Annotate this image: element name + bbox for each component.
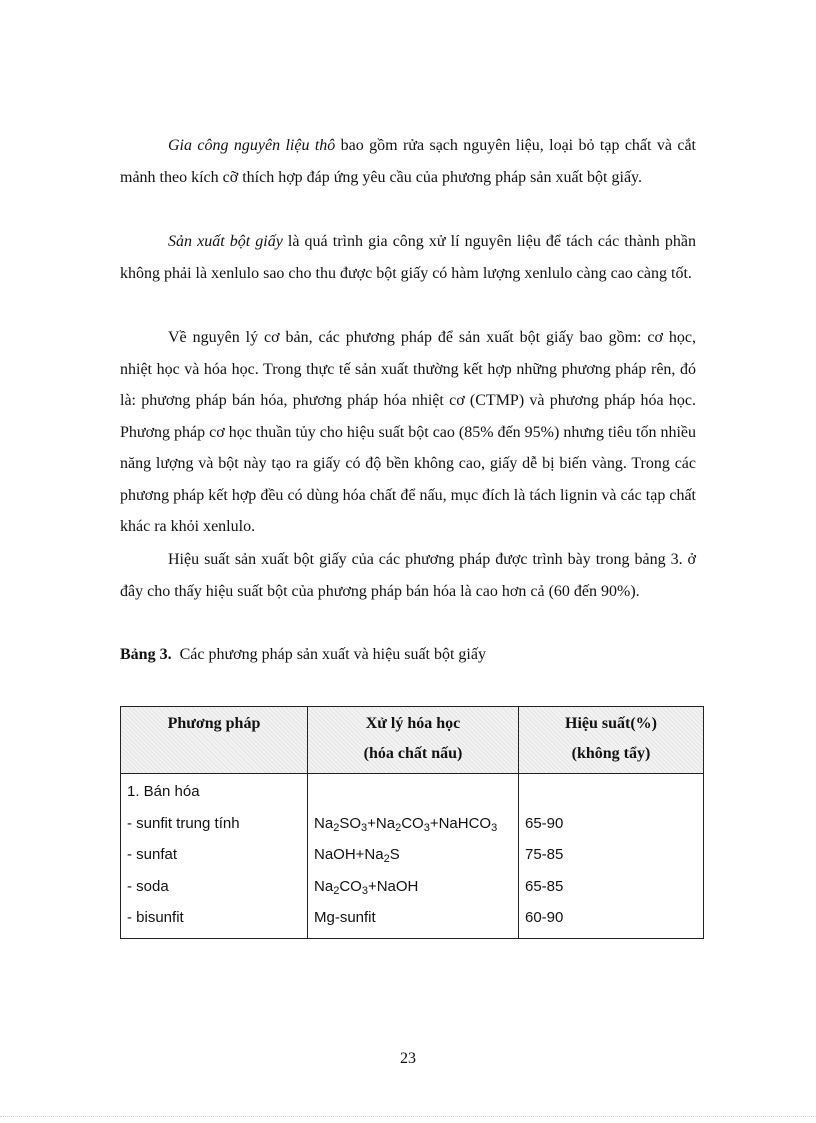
paragraph-basic-principles <box>120 322 696 543</box>
formula-subscript: 2 <box>333 821 340 834</box>
header-yield-line1: Hiệu suất(%) <box>565 715 657 732</box>
header-yield <box>519 707 704 774</box>
header-chemical-line2: (hóa chất nấu) <box>363 745 463 762</box>
paragraph-raw-material-processing <box>120 130 696 193</box>
cell-method: - soda <box>121 871 308 903</box>
cell-chemical <box>308 839 519 871</box>
formula-text: NaOH+Na <box>314 846 384 863</box>
cell-method: - bisunfit <box>121 902 308 938</box>
table-group-row <box>121 774 704 808</box>
paragraph-text: bao gồm rửa sạch nguyên liệu, loại bỏ tạp chất và cắt mảnh theo kích cỡ thích hợp đáp ứng yêu cầu của phương pháp sản xuất bột giấy. <box>120 137 696 186</box>
cell-yield: 60-90 <box>519 902 704 938</box>
table-row <box>121 808 704 840</box>
formula-subscript: 3 <box>361 821 368 834</box>
page-number: 23 <box>400 1050 416 1067</box>
formula-text: Na <box>314 877 334 895</box>
formula-text: SO <box>339 814 361 832</box>
table-row <box>121 839 704 871</box>
italic-term: Sản xuất bột giấy <box>168 233 283 250</box>
header-method <box>121 707 308 774</box>
paragraph-text: Hiệu suất sản xuất bột giấy của các phương pháp được trình bày trong bảng 3. ở đây cho thấy hiệu suất bột của phương pháp bán hóa là cao hơn cả (60 đến 90%). <box>120 551 696 600</box>
header-yield-line2: (không tẩy) <box>571 745 651 762</box>
formula-subscript: 2 <box>383 853 390 865</box>
cell-yield: 65-85 <box>519 871 704 903</box>
paragraph-pulp-yield <box>120 544 696 607</box>
cell-chemical <box>308 871 519 903</box>
group-label: 1. Bán hóa <box>121 774 308 808</box>
formula-text: Na <box>314 814 334 832</box>
pulp-methods-table <box>120 706 704 939</box>
header-chemical-line1: Xử lý hóa học <box>365 715 461 732</box>
formula-text: +NaHCO <box>429 814 492 832</box>
formula-text: S <box>389 846 400 863</box>
header-chemical-treatment <box>308 707 519 774</box>
cell-chemical <box>308 902 519 938</box>
paragraph-text: Về nguyên lý cơ bản, các phương pháp để sản xuất bột giấy bao gồm: cơ học, nhiệt học và hóa học. Trong thực tế sản xuất thường kết hợp những phương pháp rên, đó là: phương pháp bán hóa, phương pháp hóa nhiệt cơ (CTMP) và phương pháp hóa học. Phương pháp cơ học thuần tủy cho hiệu suất bột cao (85% đến 95%) nhưng tiêu tốn nhiều năng lượng và bột này tạo ra giấy có độ bền không cao, giấy dễ bị biến vàng. Trong các phương pháp kết hợp đều có dùng hóa chất để nấu, mục đích là tách lignin và các tạp chất khác ra khỏi xenlulo. <box>120 329 696 535</box>
page-edge <box>0 1116 816 1123</box>
paragraph-pulp-production <box>120 226 696 289</box>
cell-chemical <box>308 808 519 840</box>
header-method-label: Phương pháp <box>167 715 261 732</box>
table-row <box>121 902 704 938</box>
empty-cell <box>308 774 519 808</box>
table-header-row <box>121 707 704 774</box>
table-caption-text: Các phương pháp sản xuất và hiệu suất bột giấy <box>179 646 486 663</box>
cell-method: - sunfit trung tính <box>121 808 308 840</box>
formula-text: +Na <box>367 814 396 832</box>
table-row <box>121 871 704 903</box>
empty-cell <box>519 774 704 808</box>
formula-subscript: 3 <box>491 821 498 834</box>
formula-text: CO <box>401 814 424 832</box>
formula-subscript: 2 <box>333 884 340 897</box>
formula-subscript: 3 <box>423 821 430 834</box>
cell-yield: 75-85 <box>519 839 704 871</box>
formula-subscript: 2 <box>395 821 402 834</box>
formula-text: Mg-sunfit <box>314 909 376 926</box>
formula-subscript: 3 <box>361 884 368 897</box>
paragraph-text: là quá trình gia công xử lí nguyên liệu để tách các thành phần không phải là xenlulo sao cho thu được bột giấy có hàm lượng xenlulo càng cao càng tốt. <box>120 233 697 282</box>
table-caption-label: Bảng 3. <box>120 646 172 663</box>
cell-method: - sunfat <box>121 839 308 871</box>
formula-text: CO <box>339 877 362 895</box>
formula-text: +NaOH <box>367 877 419 895</box>
italic-term: Gia công nguyên liệu thô <box>168 137 336 154</box>
table-caption <box>120 640 486 670</box>
cell-yield: 65-90 <box>519 808 704 840</box>
